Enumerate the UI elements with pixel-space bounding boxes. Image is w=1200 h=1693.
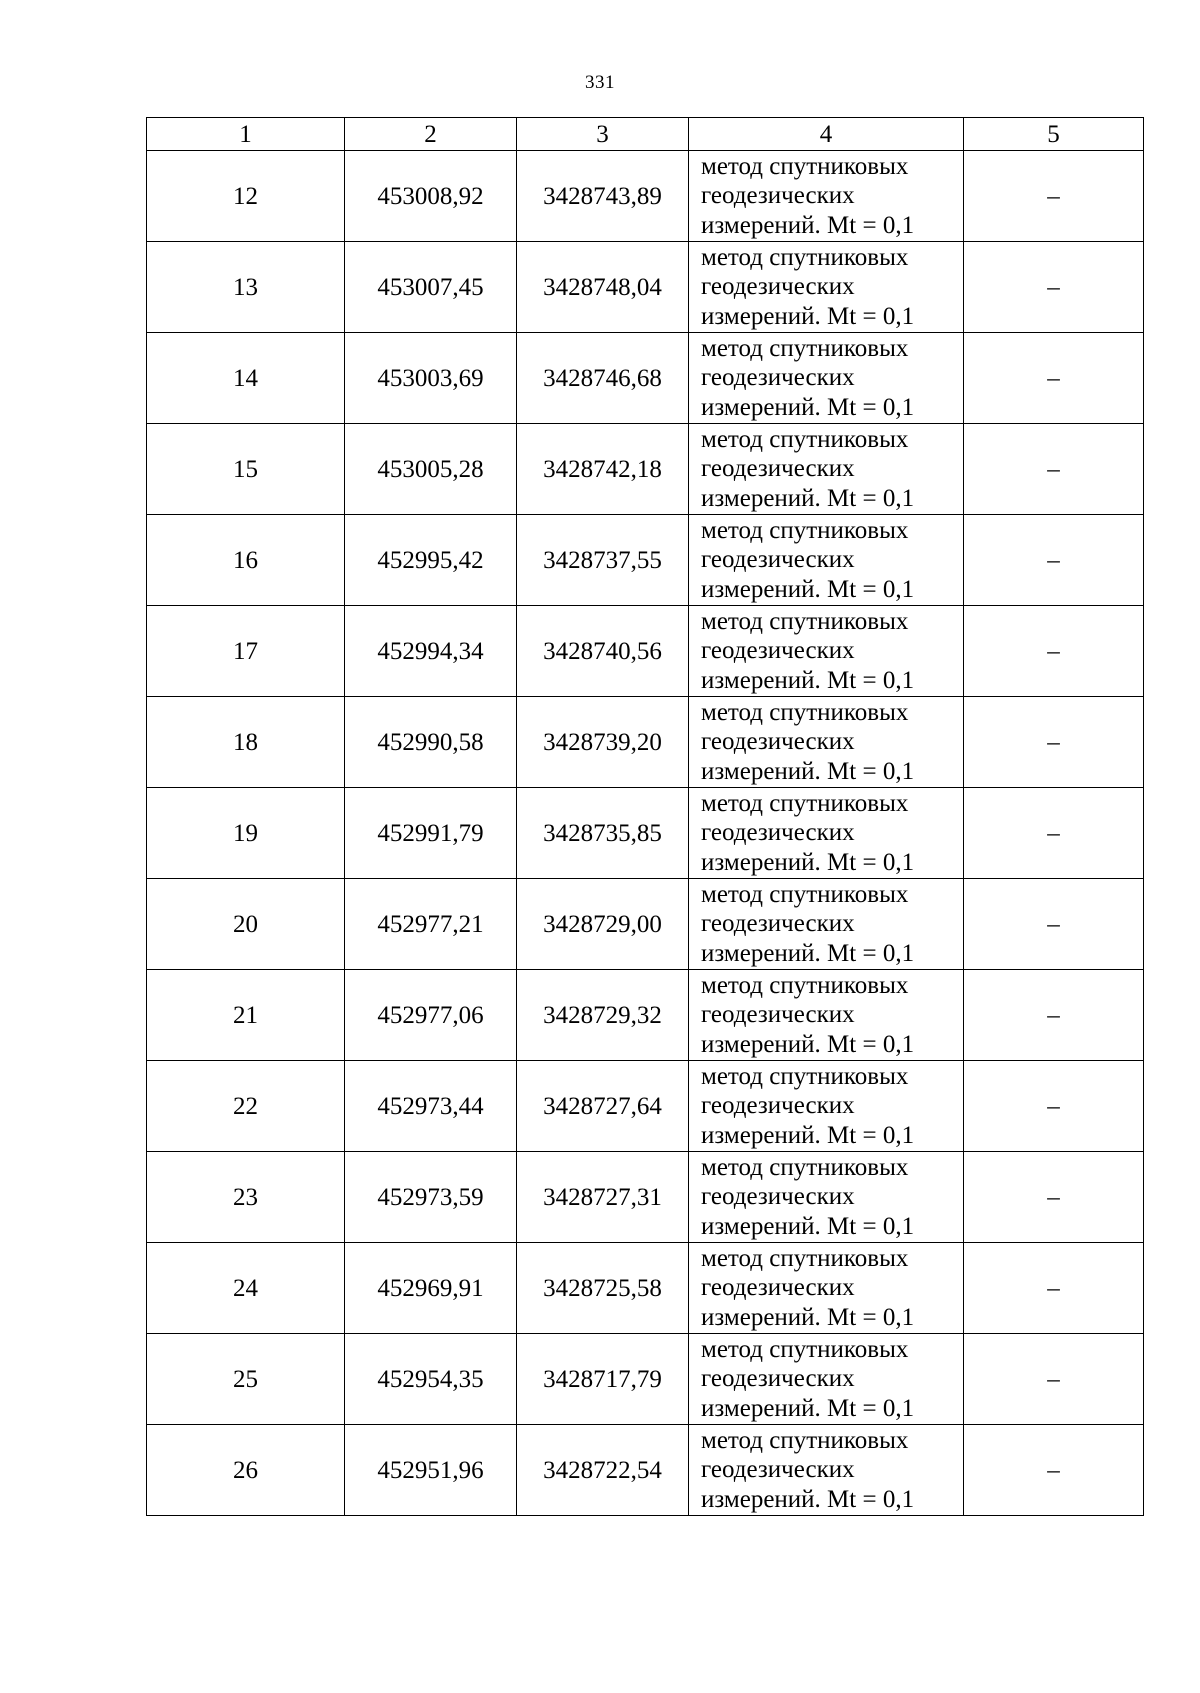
method-cell	[689, 1334, 964, 1425]
method-text-line: геодезических	[701, 728, 855, 756]
method-text-line: метод спутниковых	[701, 1335, 909, 1363]
method-text-line: измерений. Mt = 0,1	[701, 1485, 915, 1513]
x-coordinate-cell: 452977,06	[345, 970, 517, 1061]
method-text-line: измерений. Mt = 0,1	[701, 575, 915, 603]
method-cell	[689, 879, 964, 970]
method-text-line: измерений. Mt = 0,1	[701, 1394, 915, 1422]
y-coordinate-cell: 3428739,20	[517, 697, 689, 788]
note-cell: –	[964, 333, 1144, 424]
point-number-cell: 21	[147, 970, 345, 1061]
point-number-cell: 22	[147, 1061, 345, 1152]
method-cell	[689, 333, 964, 424]
table-body	[147, 151, 1144, 1516]
method-text-line: геодезических	[701, 819, 855, 847]
method-text-line: метод спутниковых	[701, 880, 909, 908]
method-text-line: метод спутниковых	[701, 152, 909, 180]
column-header-2: 2	[345, 118, 517, 151]
x-coordinate-cell: 452969,91	[345, 1243, 517, 1334]
table-row	[147, 879, 1144, 970]
point-number-cell: 23	[147, 1152, 345, 1243]
y-coordinate-cell: 3428717,79	[517, 1334, 689, 1425]
y-coordinate-cell: 3428727,31	[517, 1152, 689, 1243]
method-text-line: измерений. Mt = 0,1	[701, 757, 915, 785]
table-row	[147, 697, 1144, 788]
method-text-line: метод спутниковых	[701, 1426, 909, 1454]
method-text-line: измерений. Mt = 0,1	[701, 211, 915, 239]
table-row	[147, 151, 1144, 242]
method-cell	[689, 424, 964, 515]
column-header-4: 4	[689, 118, 964, 151]
point-number-cell: 16	[147, 515, 345, 606]
x-coordinate-cell: 452973,44	[345, 1061, 517, 1152]
method-text-line: измерений. Mt = 0,1	[701, 939, 915, 967]
method-text-line: метод спутниковых	[701, 1062, 909, 1090]
x-coordinate-cell: 452954,35	[345, 1334, 517, 1425]
method-text-line: геодезических	[701, 1365, 855, 1393]
method-text-line: измерений. Mt = 0,1	[701, 393, 915, 421]
x-coordinate-cell: 452990,58	[345, 697, 517, 788]
method-cell	[689, 606, 964, 697]
x-coordinate-cell: 453003,69	[345, 333, 517, 424]
y-coordinate-cell: 3428740,56	[517, 606, 689, 697]
method-text-line: геодезических	[701, 546, 855, 574]
method-text-line: измерений. Mt = 0,1	[701, 484, 915, 512]
point-number-cell: 17	[147, 606, 345, 697]
point-number-cell: 25	[147, 1334, 345, 1425]
point-number-cell: 14	[147, 333, 345, 424]
method-cell	[689, 1061, 964, 1152]
y-coordinate-cell: 3428729,32	[517, 970, 689, 1061]
note-cell: –	[964, 1061, 1144, 1152]
note-cell: –	[964, 1152, 1144, 1243]
table-row	[147, 1243, 1144, 1334]
method-text-line: геодезических	[701, 637, 855, 665]
note-cell: –	[964, 879, 1144, 970]
method-text-line: геодезических	[701, 273, 855, 301]
method-cell	[689, 788, 964, 879]
method-text-line: метод спутниковых	[701, 1244, 909, 1272]
y-coordinate-cell: 3428746,68	[517, 333, 689, 424]
y-coordinate-cell: 3428729,00	[517, 879, 689, 970]
x-coordinate-cell: 452991,79	[345, 788, 517, 879]
coordinates-table	[146, 117, 1144, 1516]
method-text-line: геодезических	[701, 910, 855, 938]
column-header-1: 1	[147, 118, 345, 151]
method-cell	[689, 970, 964, 1061]
method-text-line: измерений. Mt = 0,1	[701, 1212, 915, 1240]
point-number-cell: 26	[147, 1425, 345, 1516]
x-coordinate-cell: 452994,34	[345, 606, 517, 697]
method-cell	[689, 1152, 964, 1243]
note-cell: –	[964, 1243, 1144, 1334]
method-text-line: метод спутниковых	[701, 1153, 909, 1181]
method-text-line: геодезических	[701, 1274, 855, 1302]
method-text-line: метод спутниковых	[701, 789, 909, 817]
point-number-cell: 13	[147, 242, 345, 333]
table-row	[147, 515, 1144, 606]
note-cell: –	[964, 242, 1144, 333]
point-number-cell: 15	[147, 424, 345, 515]
point-number-cell: 18	[147, 697, 345, 788]
table-row	[147, 970, 1144, 1061]
x-coordinate-cell: 452951,96	[345, 1425, 517, 1516]
y-coordinate-cell: 3428748,04	[517, 242, 689, 333]
table-row	[147, 606, 1144, 697]
method-text-line: метод спутниковых	[701, 607, 909, 635]
table-row	[147, 1152, 1144, 1243]
x-coordinate-cell: 452995,42	[345, 515, 517, 606]
page-number: 331	[585, 72, 615, 93]
y-coordinate-cell: 3428727,64	[517, 1061, 689, 1152]
x-coordinate-cell: 452973,59	[345, 1152, 517, 1243]
note-cell: –	[964, 788, 1144, 879]
x-coordinate-cell: 453008,92	[345, 151, 517, 242]
method-text-line: измерений. Mt = 0,1	[701, 848, 915, 876]
method-cell	[689, 697, 964, 788]
method-text-line: измерений. Mt = 0,1	[701, 1303, 915, 1331]
point-number-cell: 19	[147, 788, 345, 879]
point-number-cell: 24	[147, 1243, 345, 1334]
method-text-line: метод спутниковых	[701, 243, 909, 271]
table-row	[147, 1334, 1144, 1425]
table-row	[147, 1425, 1144, 1516]
method-cell	[689, 1243, 964, 1334]
header-row	[147, 118, 1144, 151]
method-text-line: метод спутниковых	[701, 334, 909, 362]
method-text-line: геодезических	[701, 1456, 855, 1484]
method-text-line: метод спутниковых	[701, 971, 909, 999]
method-text-line: геодезических	[701, 182, 855, 210]
x-coordinate-cell: 453007,45	[345, 242, 517, 333]
y-coordinate-cell: 3428743,89	[517, 151, 689, 242]
note-cell: –	[964, 515, 1144, 606]
method-text-line: метод спутниковых	[701, 425, 909, 453]
point-number-cell: 12	[147, 151, 345, 242]
note-cell: –	[964, 970, 1144, 1061]
method-cell	[689, 151, 964, 242]
method-text-line: метод спутниковых	[701, 698, 909, 726]
column-header-3: 3	[517, 118, 689, 151]
method-text-line: измерений. Mt = 0,1	[701, 1030, 915, 1058]
method-text-line: измерений. Mt = 0,1	[701, 666, 915, 694]
note-cell: –	[964, 424, 1144, 515]
method-text-line: геодезических	[701, 1092, 855, 1120]
method-text-line: геодезических	[701, 1001, 855, 1029]
table-row	[147, 788, 1144, 879]
table-row	[147, 242, 1144, 333]
method-text-line: геодезических	[701, 364, 855, 392]
y-coordinate-cell: 3428742,18	[517, 424, 689, 515]
note-cell: –	[964, 151, 1144, 242]
note-cell: –	[964, 606, 1144, 697]
method-cell	[689, 242, 964, 333]
method-text-line: метод спутниковых	[701, 516, 909, 544]
x-coordinate-cell: 452977,21	[345, 879, 517, 970]
table-row	[147, 1061, 1144, 1152]
method-text-line: геодезических	[701, 1183, 855, 1211]
method-cell	[689, 1425, 964, 1516]
y-coordinate-cell: 3428735,85	[517, 788, 689, 879]
table-row	[147, 424, 1144, 515]
x-coordinate-cell: 453005,28	[345, 424, 517, 515]
note-cell: –	[964, 1334, 1144, 1425]
method-text-line: измерений. Mt = 0,1	[701, 1121, 915, 1149]
table-row	[147, 333, 1144, 424]
column-header-5: 5	[964, 118, 1144, 151]
point-number-cell: 20	[147, 879, 345, 970]
y-coordinate-cell: 3428737,55	[517, 515, 689, 606]
note-cell: –	[964, 697, 1144, 788]
y-coordinate-cell: 3428722,54	[517, 1425, 689, 1516]
note-cell: –	[964, 1425, 1144, 1516]
method-cell	[689, 515, 964, 606]
method-text-line: измерений. Mt = 0,1	[701, 302, 915, 330]
method-text-line: геодезических	[701, 455, 855, 483]
y-coordinate-cell: 3428725,58	[517, 1243, 689, 1334]
